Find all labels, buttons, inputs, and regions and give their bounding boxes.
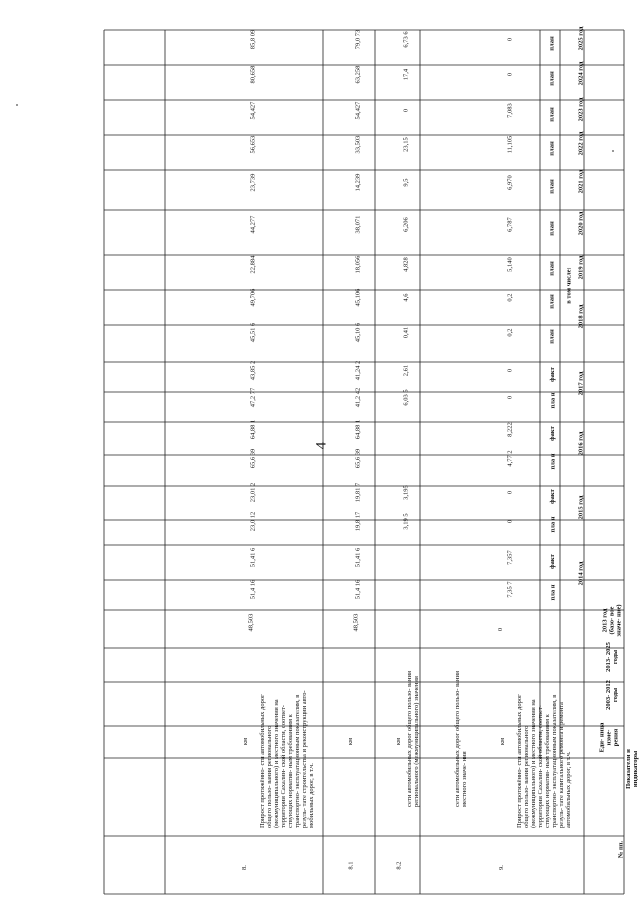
header-2013-base: 2013 год (базо- вое значе- ние) <box>601 604 622 637</box>
header-subcol: план <box>548 294 556 309</box>
row-number: 9. <box>497 864 505 870</box>
header-2013-2025: 2013- 2025 годы <box>605 642 619 672</box>
page-number: 4 <box>313 441 330 450</box>
row-cell: 85,8 09 <box>249 29 256 50</box>
row-unit: км <box>346 738 354 746</box>
row-base-2013: 48,503 <box>351 613 359 632</box>
row-cell: 2,61 <box>402 364 409 377</box>
row-cell: 14,239 <box>354 173 361 192</box>
header-year-2015: 2015 год <box>576 495 584 520</box>
row-cell: 54,427 <box>354 101 361 120</box>
header-subcol: факт <box>548 488 556 504</box>
row-cell: 49,706 <box>249 288 256 307</box>
row-cell: 18,056 <box>354 255 361 274</box>
row-cell: 3,195 <box>402 485 409 500</box>
row-cell: 5,140 <box>506 257 513 272</box>
row-cell: 6,970 <box>506 175 513 190</box>
header-unit: Еди- ница изме- рения <box>598 722 619 753</box>
scan-speck <box>16 104 18 106</box>
header-subcol: пла н <box>549 392 557 409</box>
header-year-2017: 2017 год <box>576 371 584 396</box>
row-cell: 0,41 <box>402 326 409 339</box>
row-cell: 80,658 <box>249 65 256 84</box>
row-cell: 41,2 42 <box>354 387 361 408</box>
header-in-that: в том числе: <box>565 267 573 304</box>
row-cell: 51,4 16 <box>354 579 361 600</box>
row-cell: 3,19 5 <box>402 513 409 530</box>
header-year-2016: 2016 год <box>576 431 584 456</box>
row-number: 8.2 <box>395 861 403 870</box>
row-cell: 6,73 6 <box>402 31 409 48</box>
row-cell: 51,41 6 <box>354 547 361 568</box>
row-cell: 33,503 <box>354 135 361 154</box>
row-cell: 45,106 <box>354 288 361 307</box>
row-cell: 45,10 6 <box>354 322 361 343</box>
row-cell: 44,277 <box>249 215 256 234</box>
row-cell: 0 <box>506 519 513 524</box>
row-cell: 0 <box>506 72 513 77</box>
header-subcol: план <box>548 71 556 86</box>
row-cell: 11,105 <box>506 135 513 154</box>
header-subcol: план <box>548 221 556 236</box>
row-cell: 4,77 2 <box>506 450 513 467</box>
row-cell: 54,427 <box>249 101 256 120</box>
row-number: 8.1 <box>347 861 355 870</box>
row-cell: 79,0 73 <box>354 29 361 50</box>
row-cell: 23,739 <box>249 173 256 192</box>
header-subcol: план <box>548 329 556 344</box>
header-indicators: Показатели и индикаторы <box>625 749 639 789</box>
row-cell: 65,6 39 <box>249 448 256 469</box>
row-cell: 7,357 <box>506 550 513 565</box>
row-cell: 23,15 <box>402 137 409 152</box>
row-cell: 41,24 2 <box>354 360 361 381</box>
row-cell: 0,2 <box>506 293 513 302</box>
row-cell: 0 <box>506 490 513 495</box>
row-cell: 7,083 <box>506 103 513 118</box>
header-year-2014: 2014 год <box>576 561 584 586</box>
row-cell: 0 <box>506 37 513 42</box>
row-cell: 45,51 6 <box>249 322 256 343</box>
header-subcol: план <box>548 179 556 194</box>
row-cell: 23,0 12 <box>249 511 256 532</box>
row-cell: 65,6 39 <box>354 448 361 469</box>
header-year-2021: 2021 год <box>576 169 584 194</box>
header-year-2025: 2025 год <box>576 26 584 51</box>
header-subcol: план <box>548 36 556 51</box>
row-cell: 0 <box>506 395 513 400</box>
header-num: № пп. <box>617 840 624 859</box>
header-subcol: факт <box>548 553 556 569</box>
row-cell: 7,35 7 <box>506 581 513 598</box>
header-subcol: план <box>548 261 556 276</box>
row-indicator: сети автомобильных дорог общего пользо- вания местного значе- ния <box>454 671 468 807</box>
row-indicator: Прирост протяжённо- сти автомобильных дорог общего пользо- вания регионального (межмуниципального) и местного значения на территории Сахалин- ской области, соответ- ствующих норматив- ным требованиям к транспортно- эксплуатационным показателям, в резуль- тате строительства и реконструкции авто- мобильных дорог, в т.ч. <box>259 690 315 828</box>
row-cell: 64,88 1 <box>249 419 256 440</box>
row-cell: 4,6 <box>402 293 409 302</box>
header-2003-2012: 2003- 2012 годы <box>605 680 619 710</box>
row-cell: 6,206 <box>402 217 409 232</box>
row-unit: км <box>241 738 249 746</box>
row-base-2013: 0 <box>496 628 504 632</box>
row-cell: 8,222 <box>506 422 513 437</box>
row-cell: 17,4 <box>402 68 409 81</box>
row-cell: 0 <box>402 108 409 113</box>
row-cell: 0,2 <box>506 328 513 337</box>
row-cell: 19,81 7 <box>354 482 361 503</box>
row-cell: 38,071 <box>354 215 361 234</box>
header-subcol: пла н <box>549 584 557 601</box>
header-year-2020: 2020 год <box>576 211 584 236</box>
row-unit: км <box>498 738 506 746</box>
row-cell: 51,41 6 <box>249 547 256 568</box>
header-subcol: пла н <box>549 453 557 470</box>
row-base-2013: 48,503 <box>246 613 254 632</box>
row-cell: 64,88 1 <box>354 419 361 440</box>
row-cell: 9,5 <box>402 178 409 187</box>
row-cell: 63,258 <box>354 65 361 84</box>
header-year-2023: 2023 год <box>576 97 584 122</box>
row-cell: 6,03 5 <box>402 389 409 406</box>
header-year-2018: 2018 год <box>576 304 584 329</box>
header-year-2022: 2022 год <box>576 131 584 156</box>
row-cell: 47,2 77 <box>249 387 256 408</box>
row-indicator: сети автомобильных дорог общего пользо- вания регионального (межмуниципального) значения <box>406 671 420 807</box>
header-subcol: пла н <box>549 516 557 533</box>
header-year-2019: 2019 год <box>576 255 584 280</box>
row-indicator: Прирост протяжённо- сти автомобильных дорог общего пользо- вания регионального (межмуниципального) и местного значения на территории Сахалин- ской области, соответ- ствующих норматив- ным требованиям к транспортно- эксплуатационным показателям, в резуль- тате капитального ремонта и ремонта автомобильных дорог, в т.ч. <box>516 694 572 828</box>
row-cell: 43,85 2 <box>249 360 256 381</box>
header-subcol: план <box>548 141 556 156</box>
row-cell: 6,787 <box>506 217 513 232</box>
row-cell: 23,01 2 <box>249 482 256 503</box>
row-unit: км <box>394 738 402 746</box>
row-cell: 22,884 <box>249 255 256 274</box>
row-cell: 4,828 <box>402 257 409 272</box>
row-cell: 0 <box>506 368 513 373</box>
row-cell: 51,4 16 <box>249 579 256 600</box>
row-cell: 56,653 <box>249 135 256 154</box>
row-number: 8. <box>240 864 248 870</box>
header-subcol: факт <box>548 425 556 441</box>
header-subcol: план <box>548 107 556 122</box>
scan-speck <box>612 150 614 152</box>
header-year-2024: 2024 год <box>576 61 584 86</box>
header-subcol: факт <box>548 366 556 382</box>
row-cell: 19,8 17 <box>354 511 361 532</box>
